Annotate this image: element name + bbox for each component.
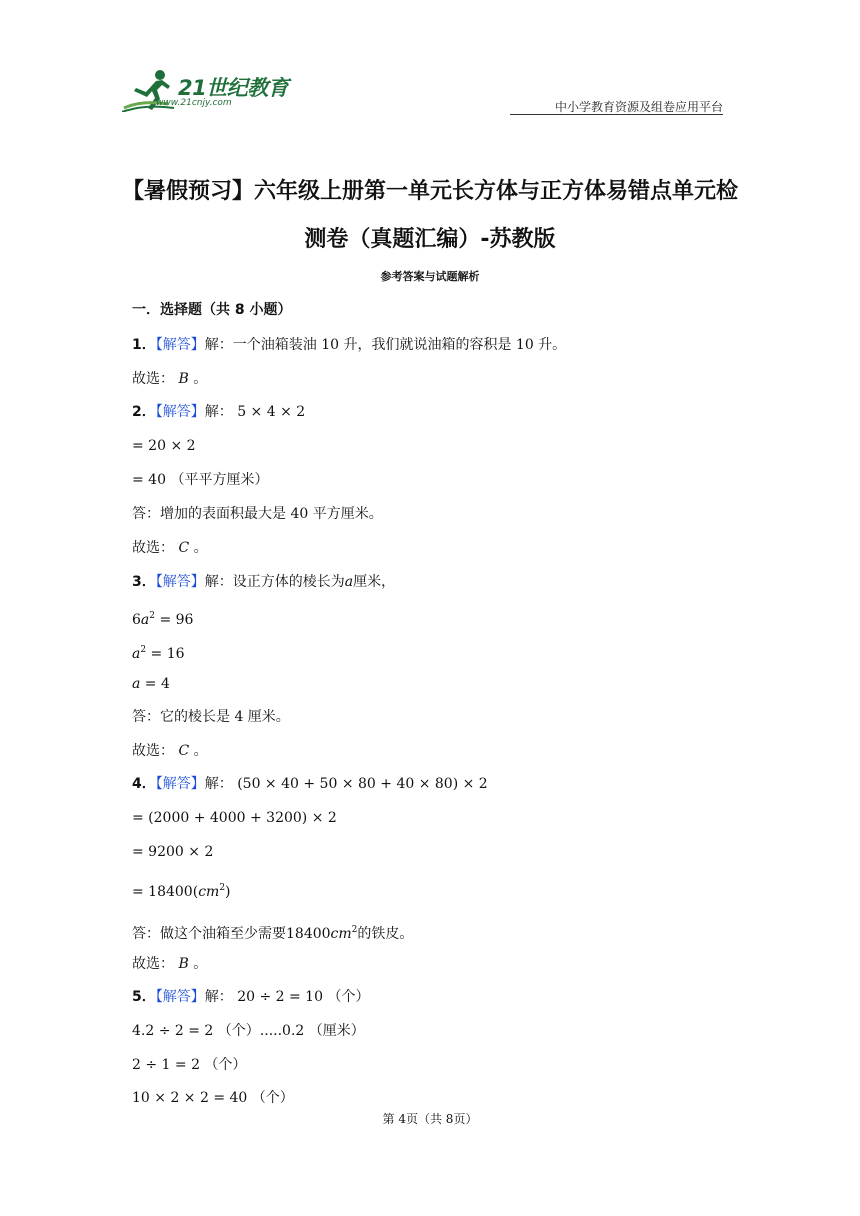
exponent: 2 bbox=[140, 645, 147, 655]
q2-solution bbox=[132, 402, 305, 422]
q5-expr-2: 4.2 ÷ 2 = 2 （个）.....0.2 （厘米） bbox=[132, 1023, 365, 1039]
q3-eq-3 bbox=[132, 674, 170, 694]
var: a bbox=[132, 646, 141, 662]
q3-answer: 答：它的棱长是 4 厘米。 bbox=[132, 709, 290, 725]
expr-a: = 18400( bbox=[132, 884, 199, 900]
choice-letter: B bbox=[178, 371, 189, 387]
q1-solution bbox=[132, 335, 566, 355]
q4-expr-3: = 9200 × 2 bbox=[132, 844, 214, 860]
q3-eq-2 bbox=[132, 640, 185, 664]
choice-suffix: 。 bbox=[193, 371, 208, 387]
unit: cm bbox=[198, 884, 220, 900]
q2-expr-1: 5 × 4 × 2 bbox=[237, 404, 306, 420]
document-subtitle: 参考答案与试题解析 bbox=[380, 270, 480, 283]
choice-prefix: 故选： bbox=[132, 540, 174, 556]
q2-number: 2． bbox=[132, 404, 156, 420]
q4-expr-1: (50 × 40 + 50 × 80 + 40 × 80) × 2 bbox=[237, 776, 488, 792]
choice-prefix: 故选： bbox=[132, 743, 174, 759]
q4-answer bbox=[132, 920, 413, 944]
coef: 6 bbox=[132, 612, 141, 628]
title-line-1: 【暑假预习】六年级上册第一单元长方体与正方体易错点单元检 bbox=[121, 179, 738, 204]
logo bbox=[122, 68, 292, 116]
choice-suffix: 。 bbox=[193, 956, 208, 972]
q3-text-a: 设正方体的棱长为 bbox=[232, 574, 345, 590]
q5-expr-4: 10 × 2 × 2 = 40 （个） bbox=[132, 1090, 294, 1106]
choice-suffix: 。 bbox=[193, 540, 208, 556]
var: a bbox=[132, 676, 141, 692]
jie-label: 解： bbox=[204, 574, 233, 590]
q2-choice bbox=[132, 538, 208, 558]
rhs: = 16 bbox=[146, 646, 185, 662]
exponent: 2 bbox=[149, 611, 156, 621]
q3-solution bbox=[132, 572, 395, 592]
rhs: = 4 bbox=[140, 676, 170, 692]
choice-suffix: 。 bbox=[193, 743, 208, 759]
q4-choice bbox=[132, 954, 207, 974]
q1-number: 1． bbox=[132, 337, 156, 353]
q3-text-b: 厘米， bbox=[353, 574, 396, 590]
jie-label: 解： bbox=[204, 404, 233, 420]
title-line-2: 测卷（真题汇编）-苏教版 bbox=[304, 227, 556, 252]
q5-expr-3: 2 ÷ 1 = 2 （个） bbox=[132, 1057, 247, 1073]
rhs: = 96 bbox=[155, 612, 194, 628]
q5-expr-1: 20 ÷ 2 = 10 （个） bbox=[237, 989, 370, 1005]
page-header bbox=[0, 0, 860, 130]
ans-b: 的铁皮。 bbox=[357, 926, 414, 942]
answer-tag: 【解答】 bbox=[155, 776, 205, 792]
expr-b: ) bbox=[225, 884, 231, 900]
q4-number: 4． bbox=[132, 776, 156, 792]
choice-letter: C bbox=[178, 743, 190, 759]
q3-choice bbox=[132, 741, 208, 761]
q1-choice bbox=[132, 369, 207, 389]
section-heading: 一．选择题（共 8 小题） bbox=[132, 302, 292, 318]
choice-prefix: 故选： bbox=[132, 956, 174, 972]
logo-text: 21世纪教育 bbox=[178, 76, 289, 100]
header-divider bbox=[510, 114, 723, 115]
q1-text: 一个油箱装油 10 升，我们就说油箱的容积是 10 升。 bbox=[232, 337, 567, 353]
answer-tag: 【解答】 bbox=[155, 337, 205, 353]
q4-expr-2: = (2000 + 4000 + 3200) × 2 bbox=[132, 810, 337, 826]
q5-number: 5． bbox=[132, 989, 156, 1005]
var: a bbox=[140, 612, 150, 628]
page-footer: 第 4页（共 8页） bbox=[382, 1112, 478, 1126]
q4-solution bbox=[132, 774, 488, 794]
exponent: 2 bbox=[219, 883, 226, 893]
jie-label: 解： bbox=[204, 989, 233, 1005]
choice-prefix: 故选： bbox=[132, 371, 174, 387]
q2-expr-2: = 20 × 2 bbox=[132, 438, 196, 454]
answer-tag: 【解答】 bbox=[155, 989, 205, 1005]
q5-solution bbox=[132, 987, 369, 1007]
logo-url: www.21cnjy.com bbox=[156, 98, 232, 108]
q3-eq-1 bbox=[132, 606, 193, 630]
exponent: 2 bbox=[351, 925, 358, 935]
q3-var: a bbox=[344, 574, 354, 590]
q4-expr-4 bbox=[132, 878, 231, 902]
unit: cm bbox=[330, 926, 352, 942]
document-title bbox=[0, 168, 860, 264]
choice-letter: C bbox=[178, 540, 190, 556]
jie-label: 解： bbox=[204, 776, 233, 792]
q3-number: 3． bbox=[132, 574, 156, 590]
platform-label: 中小学教育资源及组卷应用平台 bbox=[554, 100, 723, 114]
choice-letter: B bbox=[178, 956, 189, 972]
ans-a: 答：做这个油箱至少需要18400 bbox=[132, 926, 331, 942]
jie-label: 解： bbox=[204, 337, 233, 353]
q2-expr-3: = 40 （平平方厘米） bbox=[132, 472, 269, 488]
answer-tag: 【解答】 bbox=[155, 574, 205, 590]
answer-tag: 【解答】 bbox=[155, 404, 205, 420]
q2-answer: 答：增加的表面积最大是 40 平方厘米。 bbox=[132, 506, 383, 522]
